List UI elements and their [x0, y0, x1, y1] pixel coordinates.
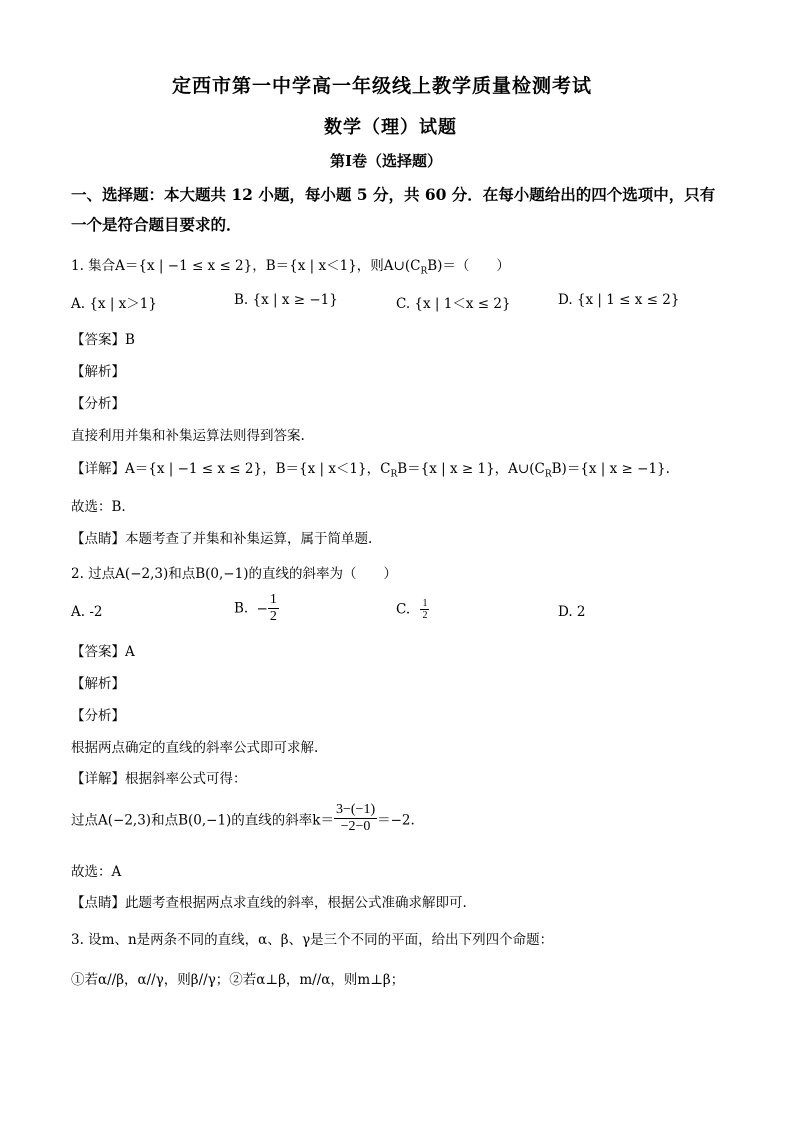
q2-option-c-fraction [420, 598, 429, 621]
q2-option-c [396, 598, 429, 621]
q2-option-b-den: 2 [269, 609, 277, 624]
q1-answer: 【答案】B [71, 332, 135, 348]
q2-option-b-num: 1 [269, 592, 277, 607]
q3-stem: 3. 设m、n是两条不同的直线，α、β、γ是三个不同的平面，给出下列四个命题： [71, 932, 554, 948]
exam-title: 定西市第一中学高一年级线上教学质量检测考试 [172, 75, 593, 97]
section-intro-line2: 一个是符合题目要求的． [71, 215, 242, 234]
q1-detail-sub: R [390, 469, 398, 480]
q2-option-c-num: 1 [422, 598, 428, 609]
q2-fenxi-text: 根据两点确定的直线的斜率公式即可求解. [71, 740, 319, 756]
q2-option-b-fraction [268, 592, 279, 625]
q1-comment: 【点睛】本题考查了并集和补集运算，属于简单题. [71, 531, 373, 547]
q2-option-d: D. 2 [558, 604, 586, 620]
q1-fenxi-text: 直接利用并集和补集运算法则得到答案. [71, 428, 305, 444]
q2-option-b-label: B. [234, 600, 249, 617]
section-intro-line1: 一、选择题：本大题共 12 小题，每小题 5 分，共 60 分．在每小题给出的四个选项中，只有 [71, 185, 716, 204]
q2-analysis-heading: 【解析】 [71, 676, 125, 692]
q2-option-c-den: 2 [422, 610, 428, 621]
q2-fenxi-heading: 【分析】 [71, 708, 125, 724]
q2-calc-post: ＝−2. [377, 812, 415, 829]
q2-calc-num: 3−(−1) [335, 802, 376, 817]
q2-option-a: A. -2 [71, 604, 103, 620]
q1-detail-sub2: R [544, 469, 552, 480]
q1-choose: 故选：B. [71, 499, 126, 515]
q1-analysis-heading: 【解析】 [71, 364, 125, 380]
q1-detail-mid: B＝{x | x ≥ 1}，A∪(C [397, 461, 545, 477]
q1-detail-text: 【详解】A＝{x | −1 ≤ x ≤ 2}，B＝{x | x＜1}，C [71, 461, 391, 477]
q2-choose: 故选：A [71, 864, 122, 880]
q1-stem-sub: R [420, 266, 428, 277]
q1-option-d: D. {x | 1 ≤ x ≤ 2} [558, 292, 680, 308]
q1-detail-end: B)＝{x | x ≥ −1}. [551, 461, 670, 477]
q1-option-a: A. {x | x＞1} [71, 296, 157, 312]
q2-calc-pre: 过点A(−2,3)和点B(0,−1)的直线的斜率k＝ [71, 812, 334, 829]
q1-stem-end: B)＝（ ） [427, 258, 510, 274]
q1-fenxi-heading: 【分析】 [71, 396, 125, 412]
q2-comment: 【点睛】此题考查根据两点求直线的斜率，根据公式准确求解即可. [71, 895, 467, 911]
q2-option-b-sign: − [256, 600, 268, 617]
q1-stem-text: 1. 集合A＝{x | −1 ≤ x ≤ 2}，B＝{x | x＜1}，则A∪(C [71, 258, 421, 274]
q3-line2: ①若α//β，α//γ，则β//γ；②若α⊥β，m//α，则m⊥β； [71, 972, 405, 988]
q2-calc [71, 802, 415, 835]
q2-calc-fraction [334, 802, 377, 835]
q2-stem: 2. 过点A(−2,3)和点B(0,−1)的直线的斜率为（ ） [71, 566, 397, 582]
q1-stem [71, 254, 510, 277]
q2-calc-den: −2−0 [340, 819, 371, 834]
q1-option-c: C. {x | 1＜x ≤ 2} [396, 296, 511, 312]
part-title: 第Ⅰ卷（选择题） [330, 152, 443, 170]
q2-answer: 【答案】A [71, 644, 135, 660]
q2-detail: 【详解】根据斜率公式可得： [71, 771, 247, 787]
q1-option-b: B. {x | x ≥ −1} [234, 292, 338, 308]
subject-title: 数学（理）试题 [324, 117, 457, 138]
q2-option-c-label: C. [396, 601, 411, 618]
q1-detail [71, 457, 670, 480]
q2-option-b [234, 592, 279, 625]
